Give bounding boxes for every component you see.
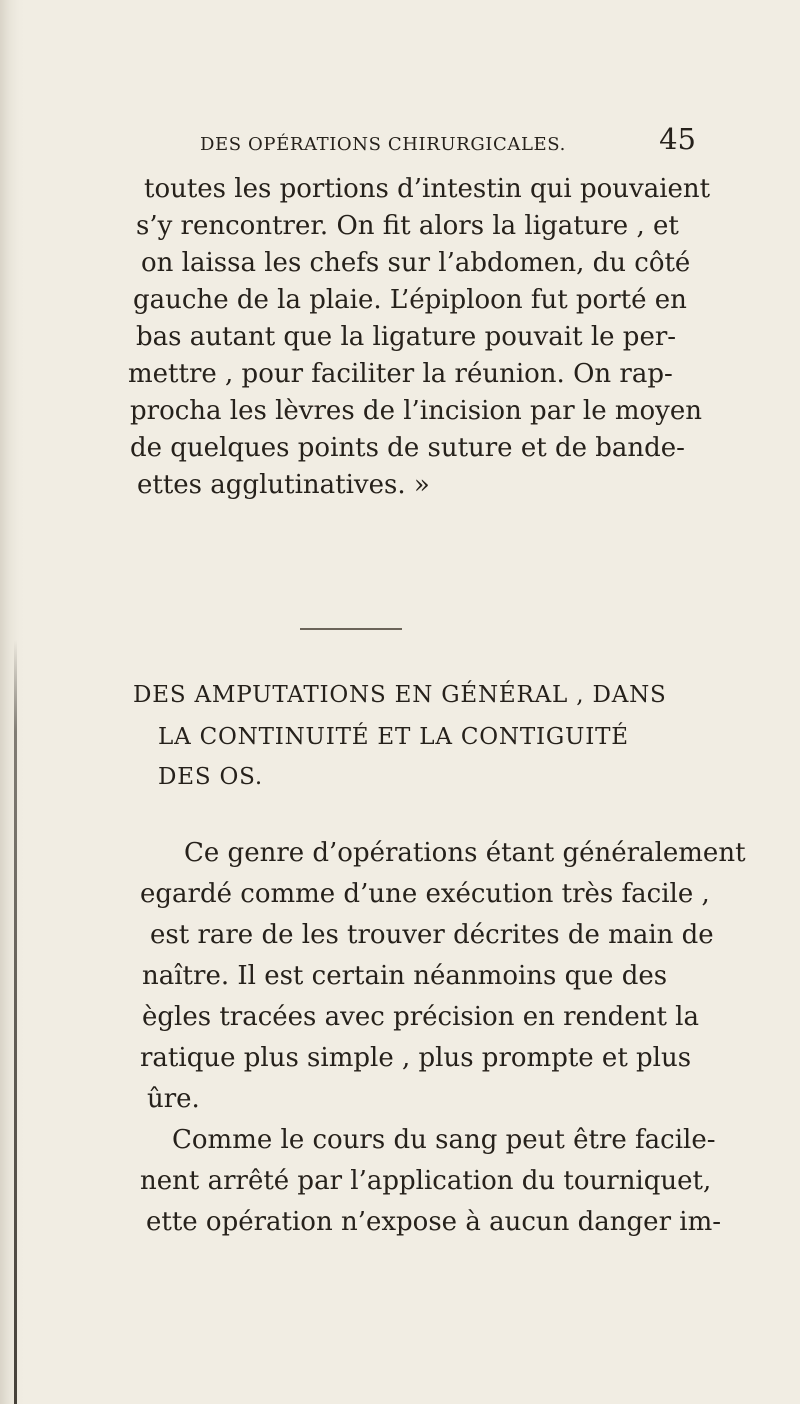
page-header [200, 122, 696, 162]
text-line: mettre , pour faciliter la réunion. On rap- [128, 359, 673, 389]
binding-edge [14, 640, 17, 1404]
text-line: ûre. [147, 1084, 200, 1114]
text-line: bas autant que la ligature pouvait le per- [136, 322, 677, 352]
text-line: toutes les portions d’intestin qui pouvaient [144, 174, 711, 204]
text-line: est rare de les trouver décrites de main de [150, 920, 714, 950]
text-line: Ce genre d’opérations étant généralement [184, 838, 746, 868]
text-line: de quelques points de suture et de bande- [130, 433, 685, 463]
section-divider [300, 628, 402, 630]
text-line: ette opération n’expose à aucun danger im- [146, 1207, 722, 1237]
text-line: ègles tracées avec précision en rendent la [142, 1002, 699, 1032]
section-title-line: DES AMPUTATIONS EN GÉNÉRAL , DANS [133, 682, 667, 708]
text-line: gauche de la plaie. L’épiploon fut porté en [133, 285, 687, 315]
text-line: procha les lèvres de l’incision par le moyen [130, 396, 702, 426]
text-line: ettes agglutinatives. » [137, 470, 430, 500]
section-title-line: LA CONTINUITÉ ET LA CONTIGUITÉ [158, 724, 629, 750]
page-gutter-shadow [0, 0, 24, 1404]
text-line: nent arrêté par l’application du tourniquet, [140, 1166, 712, 1196]
section-title-line: DES OS. [158, 764, 264, 790]
text-line: egardé comme d’une exécution très facile , [140, 879, 710, 909]
text-line: Comme le cours du sang peut être facile- [172, 1125, 716, 1155]
running-title: DES OPÉRATIONS CHIRURGICALES. [200, 134, 566, 155]
text-line: s’y rencontrer. On fit alors la ligature , et [136, 211, 679, 241]
page-number: 45 [659, 122, 696, 156]
text-line: naître. Il est certain néanmoins que des [142, 961, 668, 991]
text-line: on laissa les chefs sur l’abdomen, du côté [141, 248, 691, 278]
text-line: ratique plus simple , plus prompte et plus [140, 1043, 692, 1073]
